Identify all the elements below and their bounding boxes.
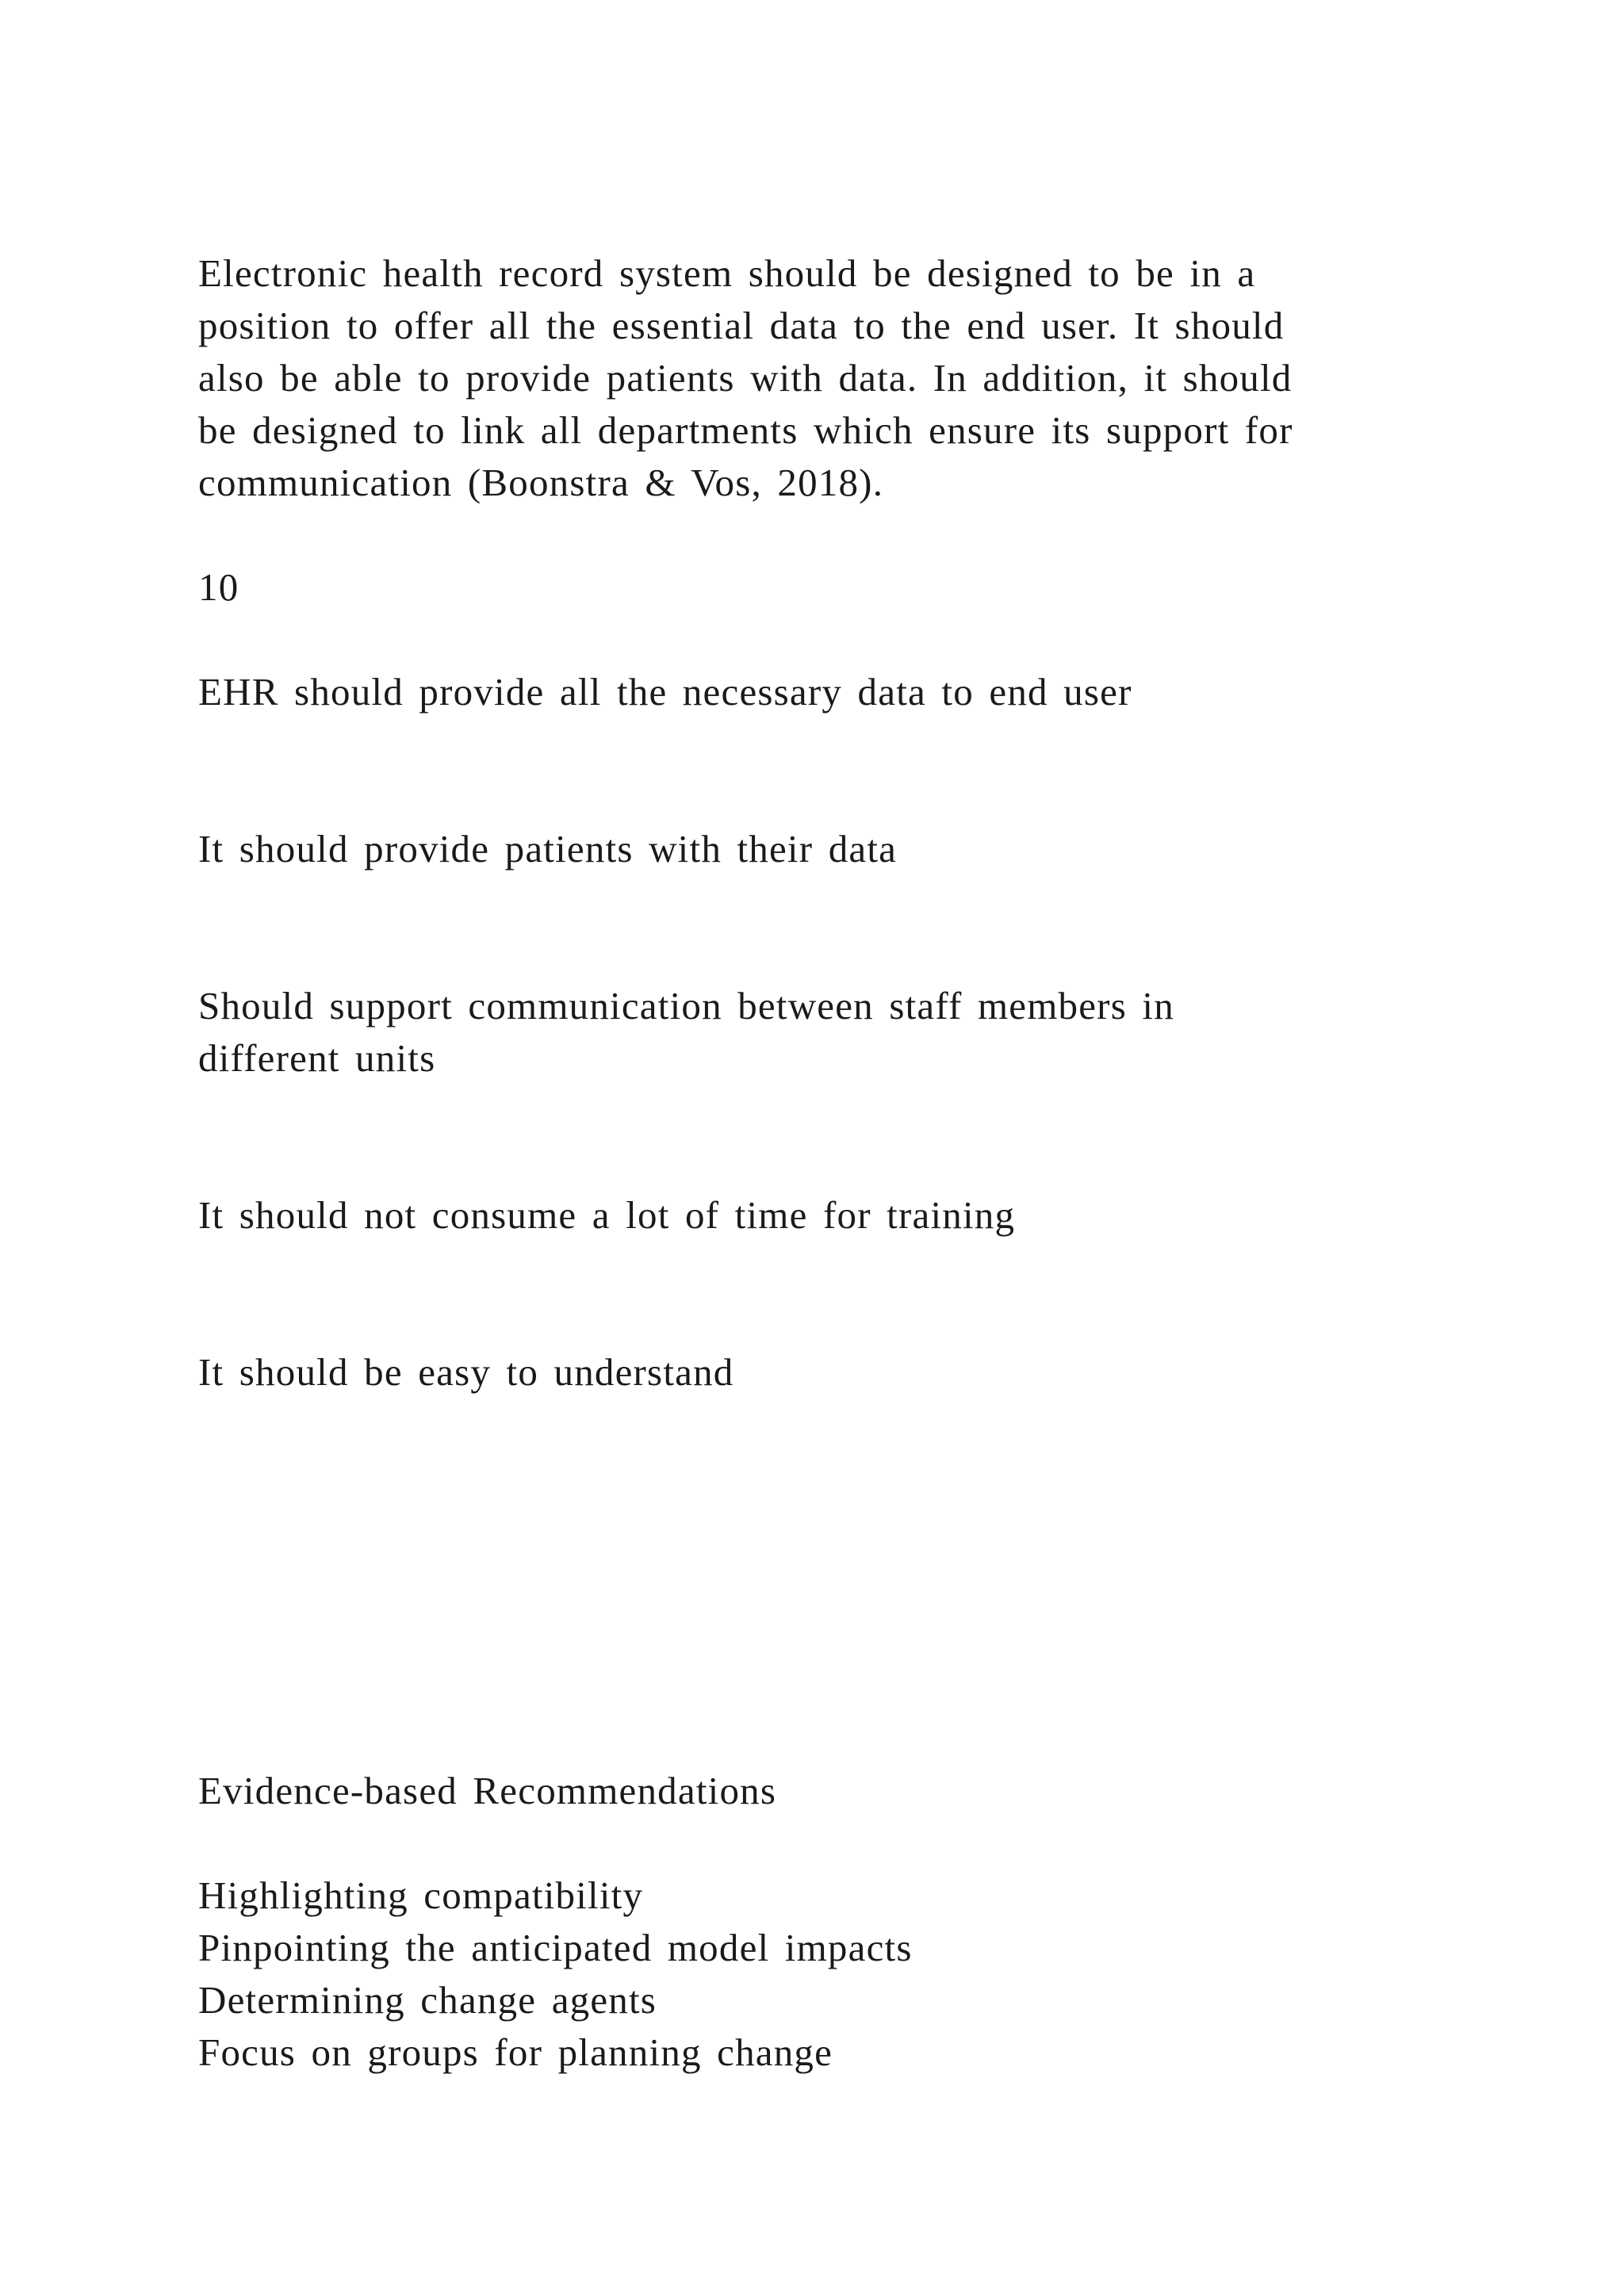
point-communication — [198, 980, 1174, 1085]
intro-paragraph — [198, 247, 1293, 509]
point-necessary-data: EHR should provide all the necessary data to end user — [198, 670, 1132, 714]
recommendation-item: Pinpointing the anticipated model impacts — [198, 1926, 913, 1969]
intro-line-3: also be able to provide patients with data. In addition, it should — [198, 356, 1293, 400]
point-easy-to-understand: It should be easy to understand — [198, 1350, 734, 1394]
point-training-time: It should not consume a lot of time for training — [198, 1193, 1016, 1237]
recommendations-list — [198, 1869, 913, 2079]
intro-line-5: communication (Boonstra & Vos, 2018). — [198, 461, 884, 504]
slide-number: 10 — [198, 565, 239, 609]
recommendations-heading: Evidence-based Recommendations — [198, 1769, 777, 1812]
point-communication-line-2: different units — [198, 1036, 436, 1080]
recommendation-item: Focus on groups for planning change — [198, 2030, 833, 2074]
intro-line-2: position to offer all the essential data to the end user. It should — [198, 304, 1285, 347]
point-patient-data: It should provide patients with their data — [198, 827, 898, 871]
point-communication-line-1: Should support communication between staff members in — [198, 984, 1174, 1027]
intro-line-1: Electronic health record system should be designed to be in a — [198, 251, 1256, 295]
recommendation-item: Highlighting compatibility — [198, 1873, 644, 1917]
intro-line-4: be designed to link all departments which ensure its support for — [198, 408, 1293, 452]
recommendation-item: Determining change agents — [198, 1978, 657, 2022]
